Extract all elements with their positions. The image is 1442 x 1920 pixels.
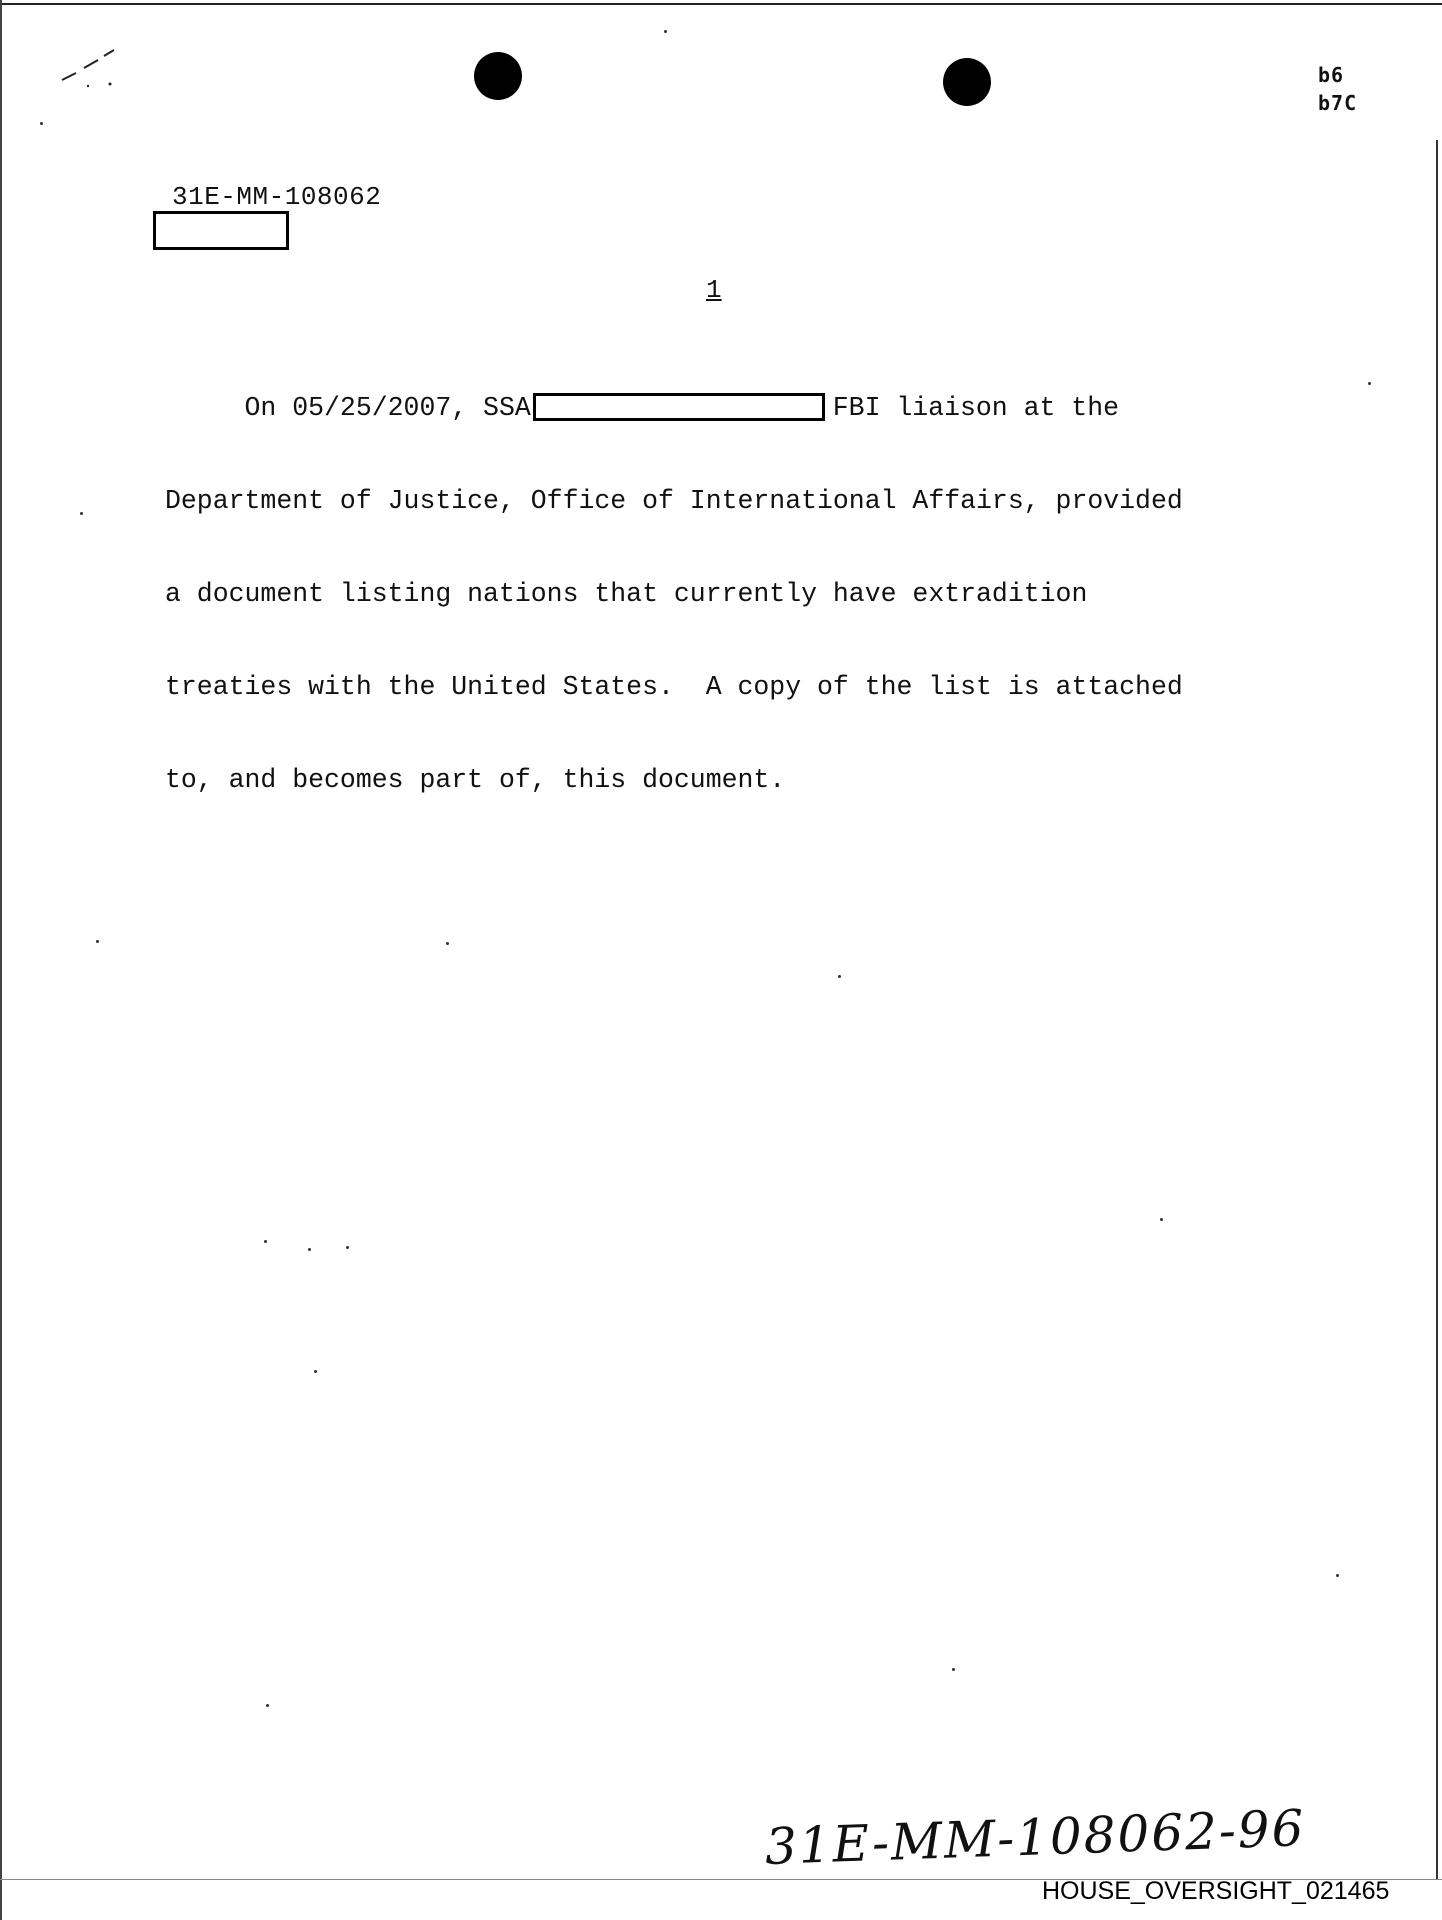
scan-speck (1160, 1218, 1163, 1221)
punch-hole-right (943, 58, 991, 106)
redaction-box-file (153, 211, 289, 250)
scan-speck (952, 1668, 955, 1671)
body-paragraph (165, 331, 1275, 858)
scan-speck (446, 942, 449, 945)
body-line-3: a document listing nations that currently have extradition (165, 579, 1088, 609)
scan-speck (80, 512, 83, 515)
body-line-1-start: On 05/25/2007, SSA (244, 393, 531, 423)
body-line-5: to, and becomes part of, this document. (165, 765, 786, 795)
scan-speck (308, 1248, 311, 1251)
scan-speck (266, 1704, 269, 1707)
stray-pen-mark (58, 40, 128, 100)
scan-speck (664, 30, 667, 33)
body-line-2: Department of Justice, Office of International Affairs, provided (165, 486, 1183, 516)
bates-number: HOUSE_OVERSIGHT_021465 (1042, 1877, 1390, 1905)
redaction-box-name (533, 393, 825, 421)
body-line-1 (165, 393, 1275, 424)
scan-speck (1368, 382, 1371, 385)
scan-speck (1336, 1574, 1339, 1577)
file-number: 31E-MM-108062 (172, 182, 382, 212)
scan-speck (346, 1246, 349, 1249)
exemption-code-b7c: b7C (1318, 91, 1358, 115)
scan-speck (314, 1370, 317, 1373)
scan-speck (96, 940, 99, 943)
handwritten-serial: 31E-MM-108062-96 (763, 1799, 1307, 1876)
scan-speck (838, 975, 841, 978)
body-line-1-end: FBI liaison at the (832, 393, 1120, 423)
scan-edge-top (0, 3, 1442, 5)
punch-hole-left (474, 52, 522, 100)
scan-speck (264, 1240, 267, 1243)
exemption-code-b6: b6 (1318, 63, 1345, 87)
page-number: 1 (706, 275, 722, 305)
body-line-4: treaties with the United States. A copy of the list is attached (165, 672, 1183, 702)
scan-edge-right (1436, 140, 1438, 1880)
scan-edge-left (0, 0, 2, 1920)
scan-speck (40, 122, 43, 125)
